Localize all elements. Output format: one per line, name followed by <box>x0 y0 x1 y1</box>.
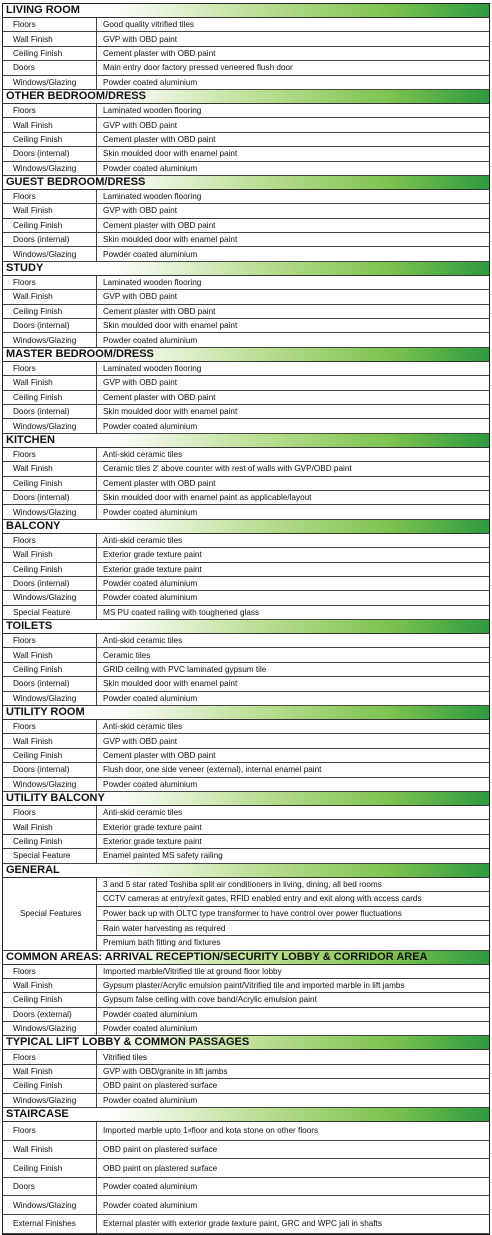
table-row <box>3 333 489 347</box>
table-row <box>3 448 489 462</box>
row-value: Flush door, one side veneer (external), internal enamel paint <box>103 765 322 775</box>
table-row <box>3 190 489 204</box>
section-utility-room <box>3 706 489 792</box>
row-label: Floors <box>3 190 97 203</box>
table-row <box>3 104 489 118</box>
row-value: Powder coated aluminium <box>103 249 198 259</box>
table-row <box>3 391 489 405</box>
table-row <box>3 76 489 90</box>
table-row <box>3 362 489 376</box>
table-row <box>3 147 489 161</box>
row-value: 3 and 5 star rated Toshiba split air conditioners in living, dining, all bed rooms <box>97 878 489 893</box>
row-label: Ceiling Finish <box>3 993 97 1006</box>
table-row <box>3 563 489 577</box>
row-value: Exterior grade texture paint <box>103 822 202 832</box>
row-label: Special Feature <box>3 849 97 862</box>
row-label: Windows/Glazing <box>3 247 97 260</box>
table-row <box>3 247 489 261</box>
section-heading: KITCHEN <box>3 434 489 448</box>
table-row <box>3 878 489 951</box>
table-row <box>3 47 489 61</box>
row-value: OBD paint on plastered surface <box>103 1163 218 1173</box>
row-value: Premium bath fitting and fixtures <box>103 938 221 948</box>
row-value: Power back up with OLTC type transformer to have control over power fluctuations <box>97 907 489 922</box>
row-value: Laminated wooden flooring <box>103 106 202 116</box>
row-value: GVP with OBD paint <box>103 34 178 44</box>
table-row <box>3 606 489 620</box>
section-other-bedroom-dress <box>3 90 489 176</box>
table-row <box>3 648 489 662</box>
table-row <box>3 305 489 319</box>
row-label: Windows/Glazing <box>3 778 97 791</box>
row-value: GVP with OBD paint <box>103 378 178 388</box>
table-row <box>3 720 489 734</box>
row-label: Doors (external) <box>3 1008 97 1021</box>
row-value: Skin moulded door with enamel paint <box>103 235 238 245</box>
row-label: Windows/Glazing <box>3 505 97 518</box>
table-row <box>3 634 489 648</box>
row-label: Wall Finish <box>3 204 97 217</box>
table-row <box>3 820 489 834</box>
row-value: Imported marble upto 1 st floor and kota stone on other floors <box>103 1126 319 1136</box>
section-heading: STUDY <box>3 262 489 276</box>
table-row <box>3 204 489 218</box>
section-heading: COMMON AREAS: ARRIVAL RECEPTION/SECURITY LOBBY & CORRIDOR AREA <box>3 951 489 965</box>
section-living-room <box>3 4 489 90</box>
row-label: Windows/Glazing <box>3 1094 97 1107</box>
row-label: Floors <box>3 634 97 647</box>
row-label: Floors <box>3 806 97 819</box>
table-row <box>3 319 489 333</box>
row-value: GVP with OBD paint <box>103 292 178 302</box>
row-label: Windows/Glazing <box>3 1022 97 1035</box>
row-label: Floors <box>3 104 97 117</box>
table-row <box>3 18 489 32</box>
row-value: Exterior grade texture paint <box>103 564 202 574</box>
row-label: Doors (internal) <box>3 763 97 776</box>
section-heading: TYPICAL LIFT LOBBY & COMMON PASSAGES <box>3 1036 489 1050</box>
row-label: Windows/Glazing <box>3 1196 97 1214</box>
section-heading: GUEST BEDROOM/DRESS <box>3 176 489 190</box>
row-value: Gypsum false ceiling with cove band/Acrylic emulsion paint <box>103 995 317 1005</box>
row-label: Windows/Glazing <box>3 333 97 346</box>
section-kitchen <box>3 434 489 520</box>
row-value: Cement plaster with OBD paint <box>103 750 216 760</box>
row-label: Wall Finish <box>3 290 97 303</box>
row-value: Laminated wooden flooring <box>103 278 202 288</box>
table-row <box>3 1050 489 1064</box>
row-label: Wall Finish <box>3 1141 97 1159</box>
row-value: Main entry door factory pressed veneered flush door <box>103 63 293 73</box>
row-value: Anti-skid ceramic tiles <box>103 535 183 545</box>
section-guest-bedroom-dress <box>3 176 489 262</box>
row-value: Skin moulded door with enamel paint <box>103 407 238 417</box>
table-row <box>3 477 489 491</box>
row-label: Ceiling Finish <box>3 749 97 762</box>
row-value: Enamel painted MS safety railing <box>103 851 223 861</box>
section-toilets <box>3 620 489 706</box>
table-row <box>3 118 489 132</box>
row-label: Windows/Glazing <box>3 162 97 175</box>
row-label: Wall Finish <box>3 376 97 389</box>
table-row <box>3 548 489 562</box>
row-label: Doors <box>3 1178 97 1196</box>
section-heading: UTILITY BALCONY <box>3 792 489 806</box>
row-value: Ceramic tiles <box>103 650 151 660</box>
row-label: External Finishes <box>3 1215 97 1233</box>
row-label: Ceiling Finish <box>3 563 97 576</box>
row-value: GVP with OBD paint <box>103 206 178 216</box>
row-value: Good quality vitrified tiles <box>103 20 195 30</box>
table-row <box>3 1094 489 1108</box>
table-row <box>3 233 489 247</box>
row-value: GVP with OBD paint <box>103 736 178 746</box>
row-label: Windows/Glazing <box>3 419 97 432</box>
row-value: Powder coated aluminium <box>103 593 198 603</box>
table-row <box>3 162 489 176</box>
table-row <box>3 835 489 849</box>
row-value: Powder coated aluminium <box>103 77 198 87</box>
table-row <box>3 133 489 147</box>
section-heading: MASTER BEDROOM/DRESS <box>3 348 489 362</box>
row-value: Powder coated aluminium <box>103 693 198 703</box>
row-value: Laminated wooden flooring <box>103 364 202 373</box>
section-heading: TOILETS <box>3 620 489 634</box>
table-row <box>3 1122 489 1141</box>
row-label: Floors <box>3 1050 97 1063</box>
row-value: Exterior grade texture paint <box>103 550 202 560</box>
row-value: Powder coated aluminium <box>103 507 198 517</box>
row-value: Powder coated aluminium <box>103 1182 198 1192</box>
table-row <box>3 1079 489 1093</box>
row-value: Anti-skid ceramic tiles <box>103 449 183 459</box>
row-value: Cement plaster with OBD paint <box>103 48 216 58</box>
section-heading: GENERAL <box>3 864 489 878</box>
table-row <box>3 965 489 979</box>
row-label: Wall Finish <box>3 118 97 131</box>
row-value: Powder coated aluminium <box>103 1024 198 1034</box>
table-row <box>3 1159 489 1178</box>
row-label: Windows/Glazing <box>3 591 97 604</box>
row-value: Exterior grade texture paint <box>103 836 202 846</box>
row-value: Powder coated aluminium <box>103 579 198 589</box>
ordinal-suffix: st <box>187 1127 192 1134</box>
row-value: OBD paint on plastered surface <box>103 1081 218 1091</box>
section-heading: BALCONY <box>3 520 489 534</box>
section-heading: UTILITY ROOM <box>3 706 489 720</box>
row-value: GRID ceiling with PVC laminated gypsum tile <box>103 665 267 675</box>
table-row <box>3 1008 489 1022</box>
row-label: Floors <box>3 362 97 375</box>
section-study <box>3 262 489 348</box>
row-value: GVP with OBD paint <box>103 120 178 130</box>
table-row <box>3 32 489 46</box>
row-label: Floors <box>3 965 97 978</box>
row-label: Ceiling Finish <box>3 391 97 404</box>
table-row <box>3 993 489 1007</box>
table-row <box>3 276 489 290</box>
row-label: Ceiling Finish <box>3 133 97 146</box>
row-value: Imported marble/Vitrified tile at ground floor lobby <box>103 966 282 976</box>
row-value: External plaster with exterior grade texture paint, GRC and WPC jali in shafts <box>103 1219 382 1229</box>
row-label: Ceiling Finish <box>3 477 97 490</box>
row-value: Powder coated aluminium <box>103 1095 198 1105</box>
row-value: MS PU coated railing with toughened glass <box>103 607 260 617</box>
row-label: Doors <box>3 61 97 74</box>
section-balcony <box>3 520 489 620</box>
row-label: Floors <box>3 276 97 289</box>
row-value: Cement plaster with OBD paint <box>103 478 216 488</box>
row-label: Ceiling Finish <box>3 47 97 60</box>
table-row <box>3 806 489 820</box>
row-value: Cement plaster with OBD paint <box>103 392 216 402</box>
section-general <box>3 864 489 951</box>
table-row <box>3 419 489 433</box>
table-row <box>3 376 489 390</box>
section-common-areas-arrival-reception-security-lobby-corridor-area <box>3 951 489 1037</box>
row-value: Powder coated aluminium <box>103 163 198 173</box>
row-label: Floors <box>3 720 97 733</box>
row-value: Anti-skid ceramic tiles <box>103 808 183 818</box>
row-label: Ceiling Finish <box>3 1079 97 1092</box>
table-row <box>3 405 489 419</box>
table-row <box>3 1141 489 1160</box>
row-label: Windows/Glazing <box>3 76 97 89</box>
row-label: Wall Finish <box>3 734 97 747</box>
row-label: Ceiling Finish <box>3 219 97 232</box>
table-row <box>3 61 489 75</box>
table-row <box>3 1196 489 1215</box>
table-row <box>3 663 489 677</box>
row-value: Skin moulded door with enamel paint <box>103 149 238 159</box>
row-label: Doors (internal) <box>3 233 97 246</box>
row-value: Powder coated aluminium <box>103 779 198 789</box>
table-row <box>3 849 489 863</box>
row-value: OBD paint on plastered surface <box>103 1144 218 1154</box>
row-value: Cement plaster with OBD paint <box>103 134 216 144</box>
row-label: Floors <box>3 534 97 547</box>
row-value: Cement plaster with OBD paint <box>103 220 216 230</box>
table-row <box>3 763 489 777</box>
section-heading: OTHER BEDROOM/DRESS <box>3 90 489 104</box>
table-row <box>3 534 489 548</box>
row-label: Wall Finish <box>3 1065 97 1078</box>
row-label: Doors (internal) <box>3 677 97 690</box>
section-heading: LIVING ROOM <box>3 4 489 18</box>
row-label: Ceiling Finish <box>3 305 97 318</box>
row-value: Powder coated aluminium <box>103 335 198 345</box>
section-staircase <box>3 1108 489 1234</box>
row-value: Anti-skid ceramic tiles <box>103 636 183 646</box>
section-utility-balcony <box>3 792 489 864</box>
row-label: Doors (internal) <box>3 319 97 332</box>
table-row <box>3 290 489 304</box>
row-value: Skin moulded door with enamel paint <box>103 679 238 689</box>
row-label: Doors (internal) <box>3 577 97 590</box>
table-row <box>3 734 489 748</box>
row-value: Powder coated aluminium <box>103 1200 198 1210</box>
row-value: Vitrified tiles <box>103 1052 147 1062</box>
table-row <box>3 778 489 792</box>
row-value: CCTV cameras at entry/exit gates, RFID enabled entry and exit along with access cards <box>97 892 489 907</box>
row-value: Powder coated aluminium <box>103 1009 198 1019</box>
row-label: Special Features <box>3 878 97 950</box>
row-label: Windows/Glazing <box>3 692 97 705</box>
row-label: Ceiling Finish <box>3 663 97 676</box>
table-row <box>3 1178 489 1197</box>
row-label: Floors <box>3 448 97 461</box>
row-label: Floors <box>3 18 97 31</box>
row-label: Wall Finish <box>3 820 97 833</box>
table-row <box>3 591 489 605</box>
section-typical-lift-lobby-common-passages <box>3 1036 489 1108</box>
table-row <box>3 692 489 706</box>
row-label: Wall Finish <box>3 979 97 992</box>
row-value: GVP with OBD/granite in lift jambs <box>103 1067 228 1077</box>
table-row <box>3 677 489 691</box>
row-label: Wall Finish <box>3 462 97 475</box>
row-value: Anti-skid ceramic tiles <box>103 722 183 732</box>
table-row <box>3 1215 489 1234</box>
table-row <box>3 491 489 505</box>
row-label: Doors (internal) <box>3 491 97 504</box>
table-row <box>3 219 489 233</box>
row-value: Ceramic tiles 2' above counter with rest of walls with GVP/OBD paint <box>103 464 352 474</box>
row-label: Wall Finish <box>3 32 97 45</box>
section-heading: STAIRCASE <box>3 1108 489 1122</box>
table-row <box>3 577 489 591</box>
specification-table <box>2 3 490 1235</box>
row-value: Laminated wooden flooring <box>103 192 202 202</box>
row-value: Rain water harvesting as required <box>97 921 489 936</box>
row-label: Doors (internal) <box>3 405 97 418</box>
row-value: Powder coated aluminium <box>103 421 198 431</box>
row-label: Ceiling Finish <box>3 1159 97 1177</box>
table-row <box>3 505 489 519</box>
table-row <box>3 1022 489 1036</box>
row-label: Special Feature <box>3 606 97 619</box>
table-row <box>3 462 489 476</box>
row-label: Wall Finish <box>3 548 97 561</box>
row-label: Wall Finish <box>3 648 97 661</box>
table-row <box>3 979 489 993</box>
table-row <box>3 1065 489 1079</box>
row-label: Doors (internal) <box>3 147 97 160</box>
table-row <box>3 749 489 763</box>
row-label: Floors <box>3 1122 97 1140</box>
section-master-bedroom-dress <box>3 348 489 434</box>
row-value: Cement plaster with OBD paint <box>103 306 216 316</box>
row-label: Ceiling Finish <box>3 835 97 848</box>
row-value: Gypsum plaster/Acrylic emulsion paint/Vitrified tile and imported marble in lift jambs <box>103 981 405 991</box>
row-value: Skin moulded door with enamel paint as applicable/layout <box>103 493 312 503</box>
row-value: Skin moulded door with enamel paint <box>103 321 238 331</box>
